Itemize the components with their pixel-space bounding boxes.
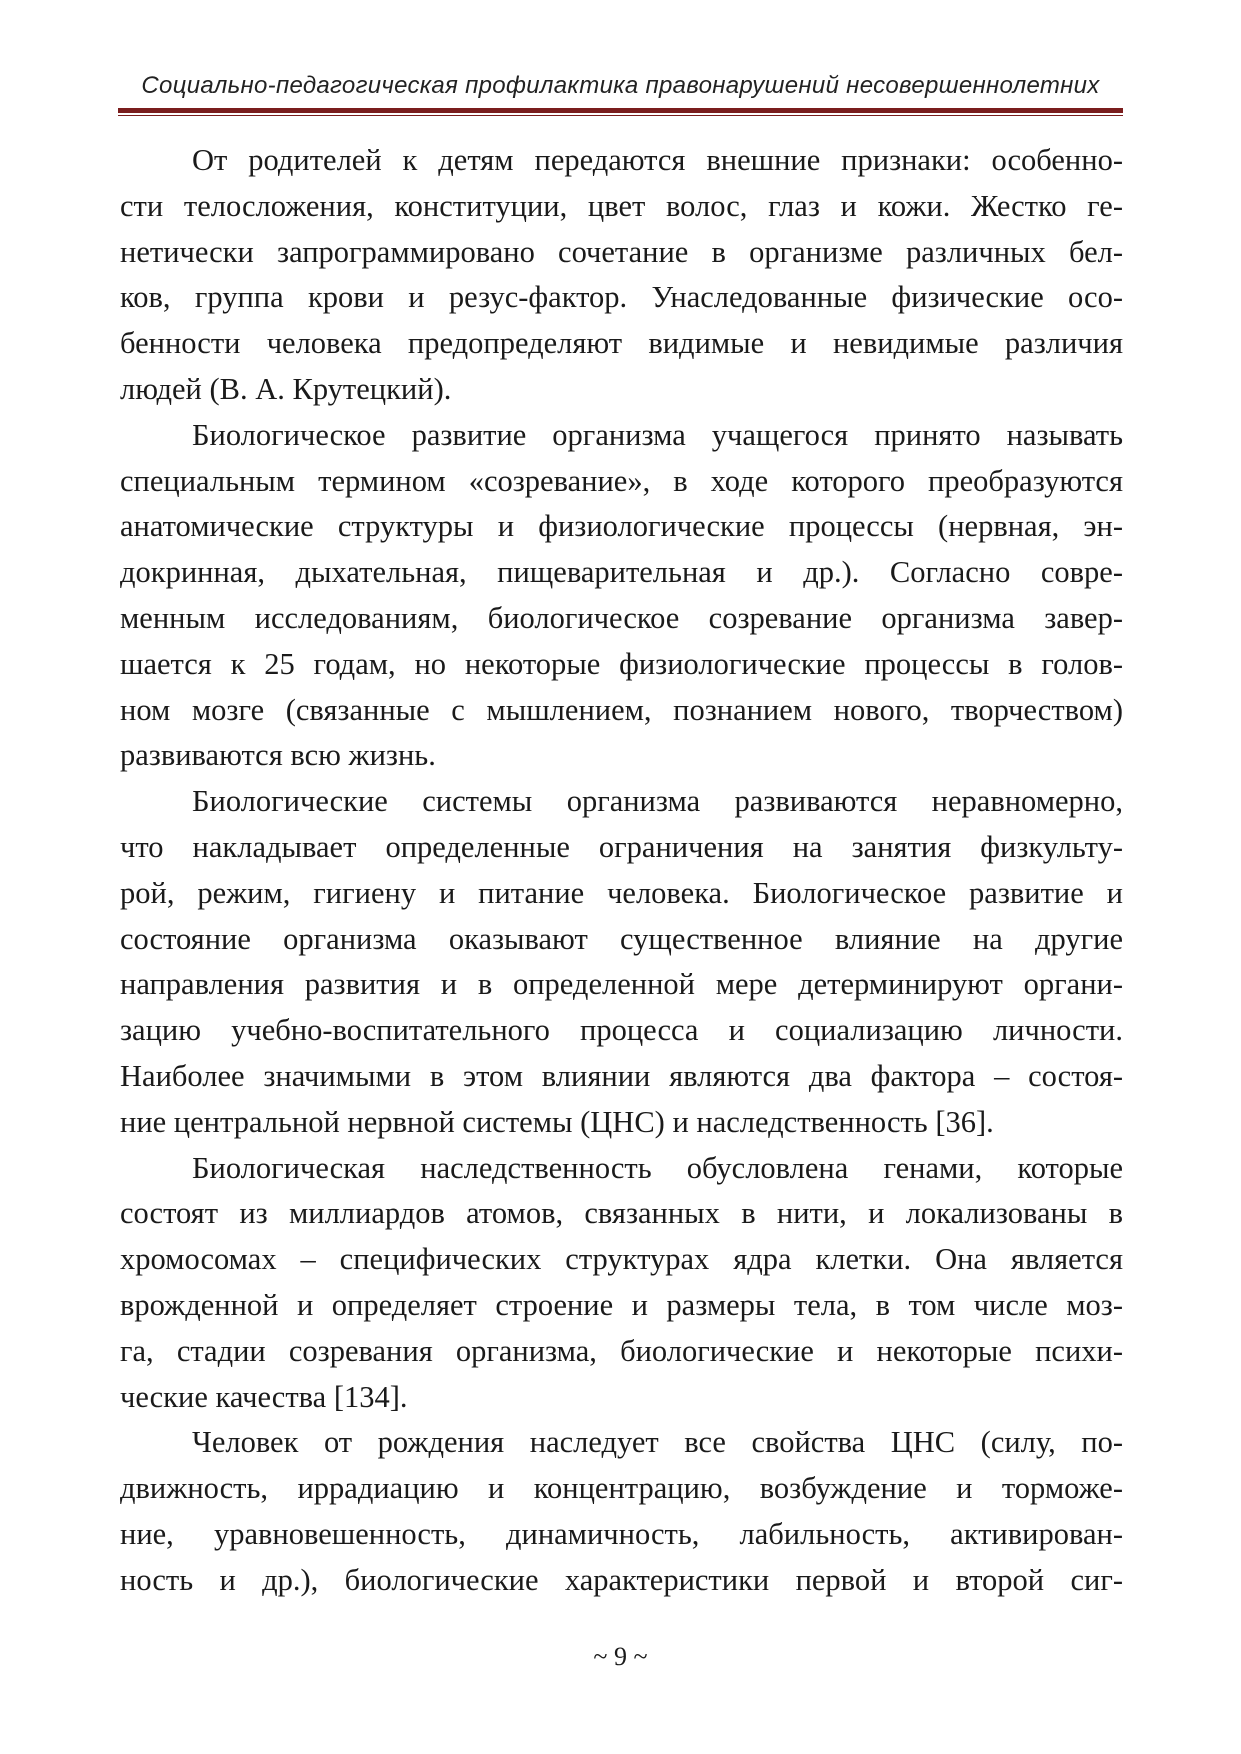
text-line: хромосомах – специфических структурах ядра клетки. Она является <box>120 1242 1123 1277</box>
running-header: Социально-педагогическая профилактика правонарушений несовершеннолетних <box>141 72 1100 99</box>
paragraph <box>120 138 1123 413</box>
text-line: ков, группа крови и резус-фактор. Унаследованные физические осо- <box>120 280 1123 315</box>
paragraph <box>120 413 1123 779</box>
text-line: ние, уравновешенность, динамичность, лабильность, активирован- <box>120 1516 1123 1551</box>
text-line: нетически запрограммировано сочетание в организме различных бел- <box>120 234 1123 269</box>
text-line: что накладывает определенные ограничения на занятия физкульту- <box>120 829 1123 864</box>
text-line: направления развития и в определенной мере детерминируют органи- <box>120 967 1123 1002</box>
text-line: Наиболее значимыми в этом влиянии являются два фактора – состоя- <box>120 1058 1123 1093</box>
text-line: ность и др.), биологические характеристики первой и второй сиг- <box>120 1562 1123 1597</box>
paragraph <box>120 1146 1123 1421</box>
text-line: врожденной и определяет строение и размеры тела, в том числе моз- <box>120 1287 1123 1322</box>
text-line: анатомические структуры и физиологические процессы (нервная, эн- <box>120 509 1123 544</box>
text-line: зацию учебно-воспитательного процесса и социализацию личности. <box>120 1013 1123 1048</box>
text-line: развиваются всю жизнь. <box>120 738 436 773</box>
page-number: ~ 9 ~ <box>593 1642 648 1671</box>
paragraph <box>120 1420 1123 1603</box>
text-line: ном мозге (связанные с мышлением, познанием нового, творчеством) <box>120 692 1123 727</box>
text-line: рой, режим, гигиену и питание человека. Биологическое развитие и <box>120 875 1123 910</box>
text-line: состоят из миллиардов атомов, связанных в нити, и локализованы в <box>120 1196 1123 1231</box>
text-line: ние центральной нервной системы (ЦНС) и наследственность [36]. <box>120 1104 994 1139</box>
text-line: состояние организма оказывают существенное влияние на другие <box>120 921 1123 956</box>
paragraph <box>120 779 1123 1145</box>
text-line: шается к 25 годам, но некоторые физиологические процессы в голов- <box>120 646 1123 681</box>
text-line: движность, иррадиацию и концентрацию, возбуждение и торможе- <box>120 1471 1123 1506</box>
text-line: га, стадии созревания организма, биологические и некоторые психи- <box>120 1333 1123 1368</box>
text-line: людей (В. А. Крутецкий). <box>120 371 452 406</box>
text-line: От родителей к детям передаются внешние признаки: особенно- <box>192 143 1123 177</box>
text-line: бенности человека предопределяют видимые и невидимые различия <box>120 326 1123 361</box>
text-line: Человек от рождения наследует все свойства ЦНС (силу, по- <box>192 1425 1123 1460</box>
text-line: ческие качества [134]. <box>120 1379 408 1414</box>
text-line: менным исследованиям, биологическое созревание организма завер- <box>120 600 1123 635</box>
header-rule-thin <box>118 115 1123 116</box>
text-line: докринная, дыхательная, пищеварительная и др.). Согласно совре- <box>120 555 1123 590</box>
body-text <box>120 138 1123 1604</box>
text-line: Биологические системы организма развиваются неравномерно, <box>192 784 1123 819</box>
text-line: специальным термином «созревание», в ходе которого преобразуются <box>120 463 1123 498</box>
text-line: Биологическая наследственность обусловлена генами, которые <box>192 1150 1123 1185</box>
header-rule <box>118 108 1123 113</box>
text-line: сти телосложения, конституции, цвет волос, глаз и кожи. Жестко ге- <box>120 188 1123 223</box>
text-line: Биологическое развитие организма учащегося принято называть <box>192 417 1123 452</box>
